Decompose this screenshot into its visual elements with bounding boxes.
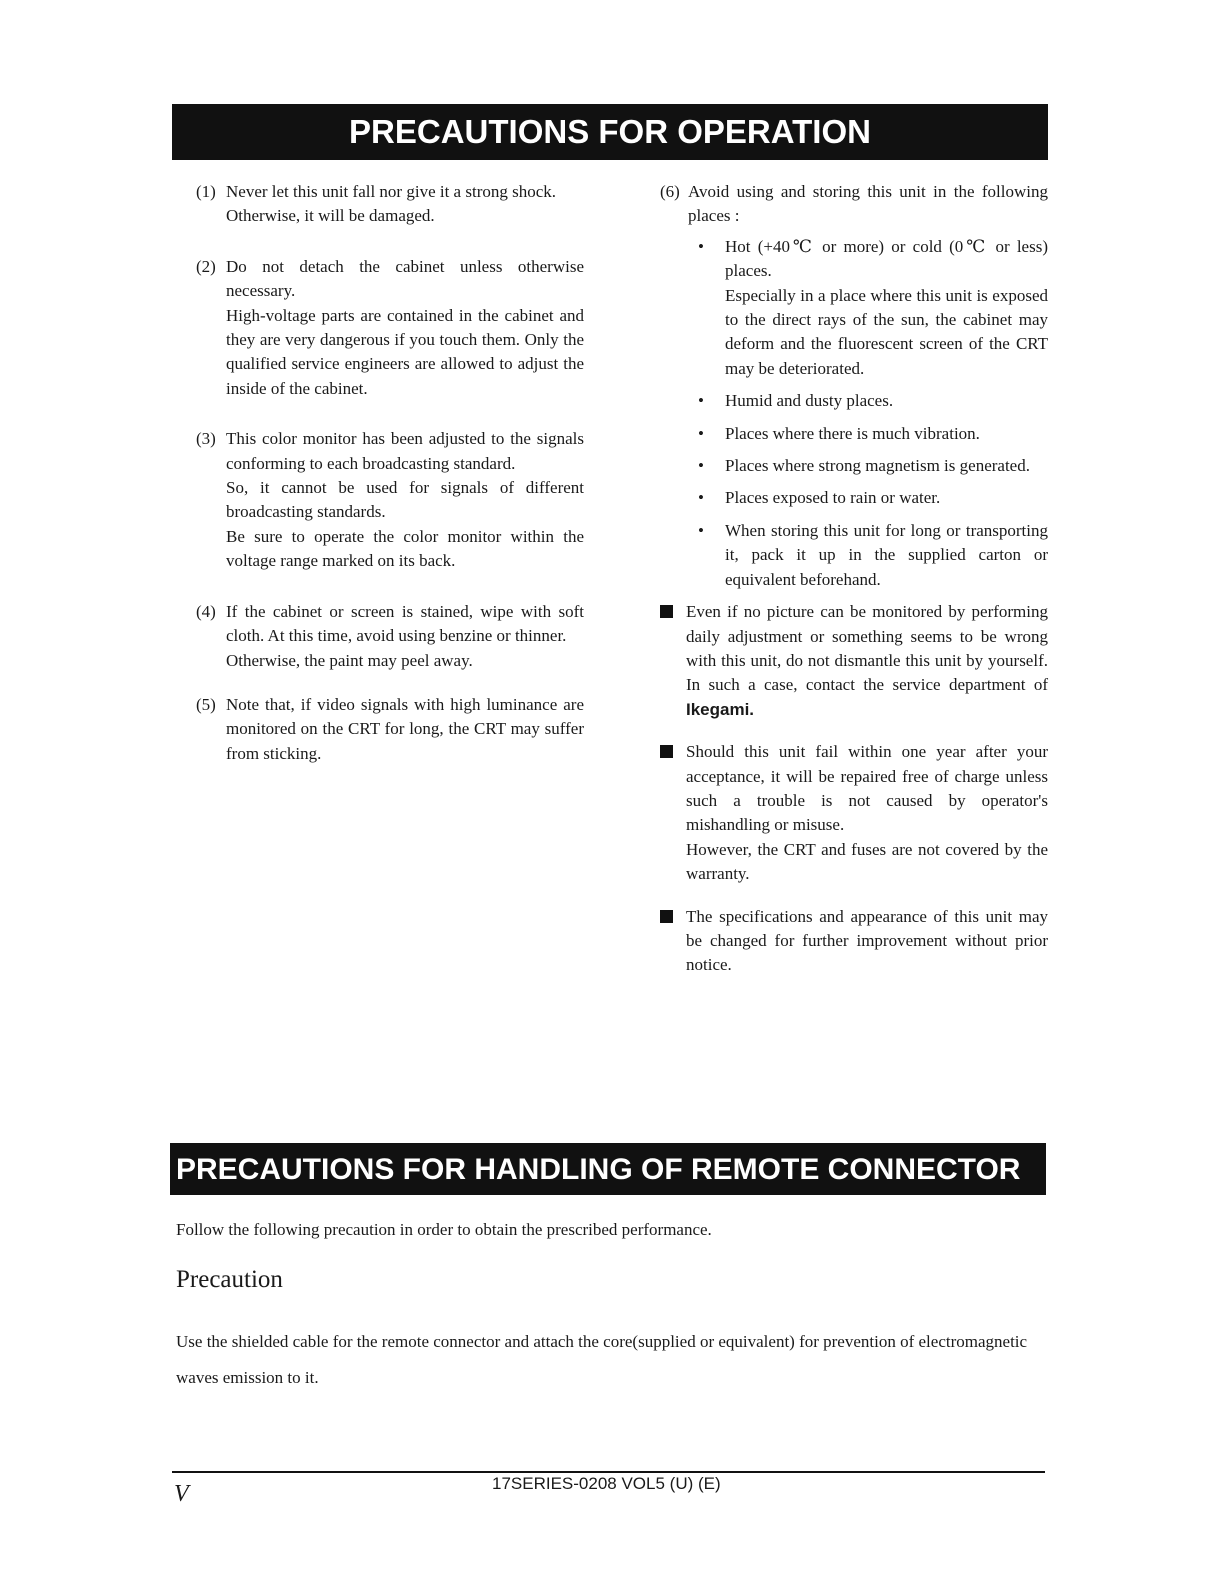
- item-text: If the cabinet or screen is stained, wipe with soft cloth. At this time, avoid using benzine or thinner.: [226, 601, 584, 646]
- document-code: 17SERIES-0208 VOL5 (U) (E): [492, 1474, 721, 1493]
- precaution-body: Use the shielded cable for the remote connector and attach the core(supplied or equivalent) for prevention of electromagnetic waves emission to it.: [176, 1332, 1028, 1387]
- bullet-text: Humid and dusty places.: [725, 391, 894, 411]
- page-number: V: [174, 1481, 189, 1507]
- square-bullet-icon: [660, 745, 673, 758]
- bullet-text: Places where there is much vibration.: [725, 423, 980, 443]
- left-column: [196, 180, 584, 766]
- bullet-icon: •: [698, 488, 704, 508]
- bullet-icon: •: [698, 456, 704, 476]
- footer-divider: [172, 1471, 1045, 1473]
- item-text: Otherwise, it will be damaged.: [226, 206, 435, 226]
- note-text: The specifications and appearance of this unit may be changed for further improvement without prior notice.: [686, 906, 1048, 975]
- item-text: Note that, if video signals with high luminance are monitored on the CRT for long, the CRT may suffer from sticking.: [226, 694, 584, 763]
- precaution-item-6: [660, 180, 1048, 592]
- bullet-text: Especially in a place where this unit is exposed to the direct rays of the sun, the cabinet may deform and the fluorescent screen of the CRT may be deteriorated.: [725, 285, 1048, 378]
- list-item: [698, 454, 1048, 478]
- note-text: [686, 600, 1048, 722]
- list-item: [698, 422, 1048, 446]
- precaution-item-4: [196, 600, 584, 673]
- right-column: [660, 180, 1048, 996]
- bullet-icon: •: [698, 520, 704, 540]
- list-item: [698, 235, 1048, 381]
- section-title-remote-connector: PRECAUTIONS FOR HANDLING OF REMOTE CONNECTOR: [170, 1143, 1046, 1195]
- bullet-icon: •: [698, 236, 704, 256]
- item-number: (3): [196, 429, 216, 449]
- item-text: Do not detach the cabinet unless otherwise necessary.: [226, 256, 584, 301]
- intro-text: Follow the following precaution in order to obtain the prescribed performance.: [176, 1220, 712, 1239]
- note-text-body: Even if no picture can be monitored by performing daily adjustment or something seems to be wrong with this unit, do not dismantle this unit by yourself. In such a case, contact the service department of: [686, 602, 1048, 695]
- precaution-heading: Precaution: [176, 1266, 283, 1293]
- item-number: (2): [196, 256, 216, 276]
- bullet-list: [698, 235, 1048, 592]
- note-text: Should this unit fail within one year after your acceptance, it will be repaired free of charge unless such a trouble is not caused by operator's mishandling or misuse.: [686, 742, 1048, 835]
- brand-name: Ikegami.: [686, 699, 755, 719]
- bullet-text: Places where strong magnetism is generated.: [725, 456, 1030, 476]
- item-number: (6): [660, 182, 680, 201]
- list-item: [698, 486, 1048, 510]
- precaution-item-5: [196, 693, 584, 766]
- item-number: (1): [196, 182, 216, 201]
- precaution-item-1: [196, 180, 584, 229]
- item-text: Otherwise, the paint may peel away.: [226, 650, 473, 670]
- bullet-text: Hot (+40℃ or more) or cold (0℃ or less) places.: [725, 236, 1048, 281]
- bullet-text: When storing this unit for long or transporting it, pack it up in the supplied carton or equivalent beforehand.: [725, 520, 1048, 589]
- square-bullet-icon: [660, 605, 673, 618]
- list-item: [698, 389, 1048, 413]
- bullet-icon: •: [698, 423, 704, 443]
- list-item: [698, 519, 1048, 592]
- square-bullet-icon: [660, 910, 673, 923]
- note-warranty: [660, 740, 1048, 886]
- item-text: Never let this unit fall nor give it a strong shock.: [226, 182, 557, 201]
- note-text: However, the CRT and fuses are not covered by the warranty.: [686, 839, 1048, 884]
- note-service: [660, 600, 1048, 722]
- item-text: Avoid using and storing this unit in the following places :: [688, 182, 1048, 226]
- precaution-item-2: [196, 255, 584, 401]
- item-text: This color monitor has been adjusted to the signals conforming to each broadcasting standard.: [226, 429, 584, 473]
- bullet-icon: •: [698, 391, 704, 411]
- item-text: High-voltage parts are contained in the cabinet and they are very dangerous if you touch them. Only the qualified service engineers are allowed to adjust the inside of the cabinet.: [226, 305, 584, 398]
- item-number: (4): [196, 601, 216, 621]
- section-title-operation: PRECAUTIONS FOR OPERATION: [172, 104, 1048, 160]
- item-text: Be sure to operate the color monitor within the voltage range marked on its back.: [226, 526, 584, 571]
- note-specifications: [660, 905, 1048, 978]
- bullet-text: Places exposed to rain or water.: [725, 488, 941, 508]
- precaution-item-3: [196, 427, 584, 573]
- item-number: (5): [196, 694, 216, 714]
- item-text: So, it cannot be used for signals of different broadcasting standards.: [226, 478, 584, 522]
